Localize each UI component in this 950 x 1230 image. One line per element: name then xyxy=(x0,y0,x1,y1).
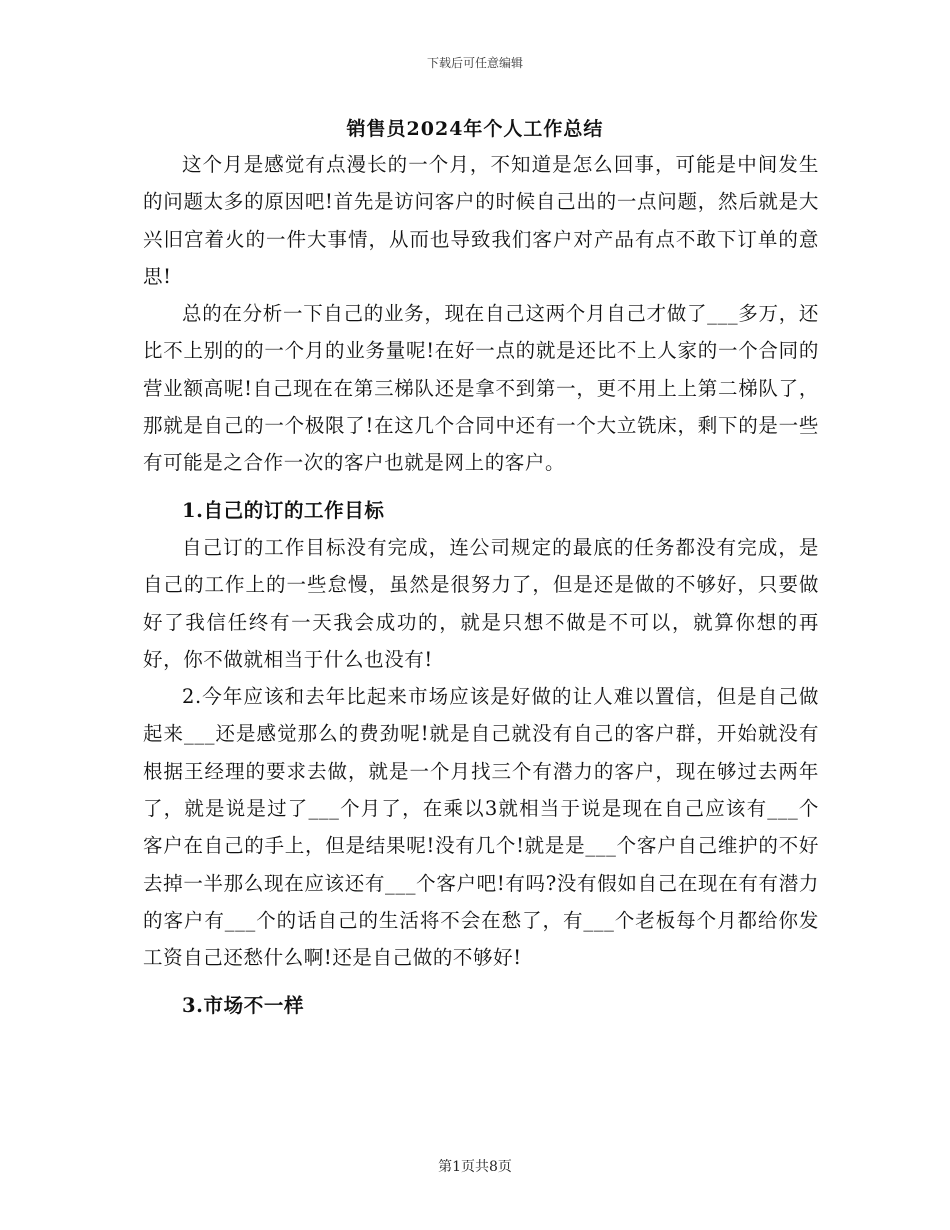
paragraph-intro: 这个月是感觉有点漫长的一个月，不知道是怎么回事，可能是中间发生的问题太多的原因吧!首先是访问客户的时候自己出的一点问题，然后就是大兴旧宫着火的一件大事情，从而也导致我们客户对产品有点不敢下订单的意思! xyxy=(143,153,819,288)
paragraph-market-comparison: 2.今年应该和去年比起来市场应该是好做的让人难以置信，但是自己做起来___还是感觉那么的费劲呢!就是自己就没有自己的客户群，开始就没有根据王经理的要求去做，就是一个月找三个有潜力的客户，现在够过去两年了，就是说是过了___个月了，在乘以3就相当于说是现在自己应该有___个客户在自己的手上，但是结果呢!没有几个!就是是___个客户自己维护的不好去掉一半那么现在应该还有___个客户吧!有吗?没有假如自己在现在有有潜力的客户有___个的话自己的生活将不会在愁了，有___个老板每个月都给你发工资自己还愁什么啊!还是自己做的不够好! xyxy=(143,685,819,970)
paragraph-goals: 自己订的工作目标没有完成，连公司规定的最底的任务都没有完成，是自己的工作上的一些怠慢，虽然是很努力了，但是还是做的不够好，只要做好了我信任终有一天我会成功的，就是只想不做是不可以，就算你想的再好，你不做就相当于什么也没有! xyxy=(143,535,819,671)
section-heading-goals: 1.自己的订的工作目标 xyxy=(182,498,385,522)
header-note: 下载后可任意编辑 xyxy=(426,56,523,70)
document-body xyxy=(143,146,819,1024)
page-number-footer: 第1页共8页 xyxy=(438,1159,512,1175)
paragraph-business-analysis: 总的在分析一下自己的业务，现在自己这两个月自己才做了___多万，还比不上别的的一个月的业务量呢!在好一点的就是还比不上人家的一个合同的营业额高呢!自己现在在第三梯队还是拿不到第一，更不用上上第二梯队了，那就是自己的一个极限了!在这几个合同中还有一个大立铣床，剩下的是一些有可能是之合作一次的客户也就是网上的客户。 xyxy=(143,302,819,475)
section-heading-market: 3.市场不一样 xyxy=(182,993,305,1017)
document-title: 销售员2024年个人工作总结 xyxy=(346,118,604,140)
